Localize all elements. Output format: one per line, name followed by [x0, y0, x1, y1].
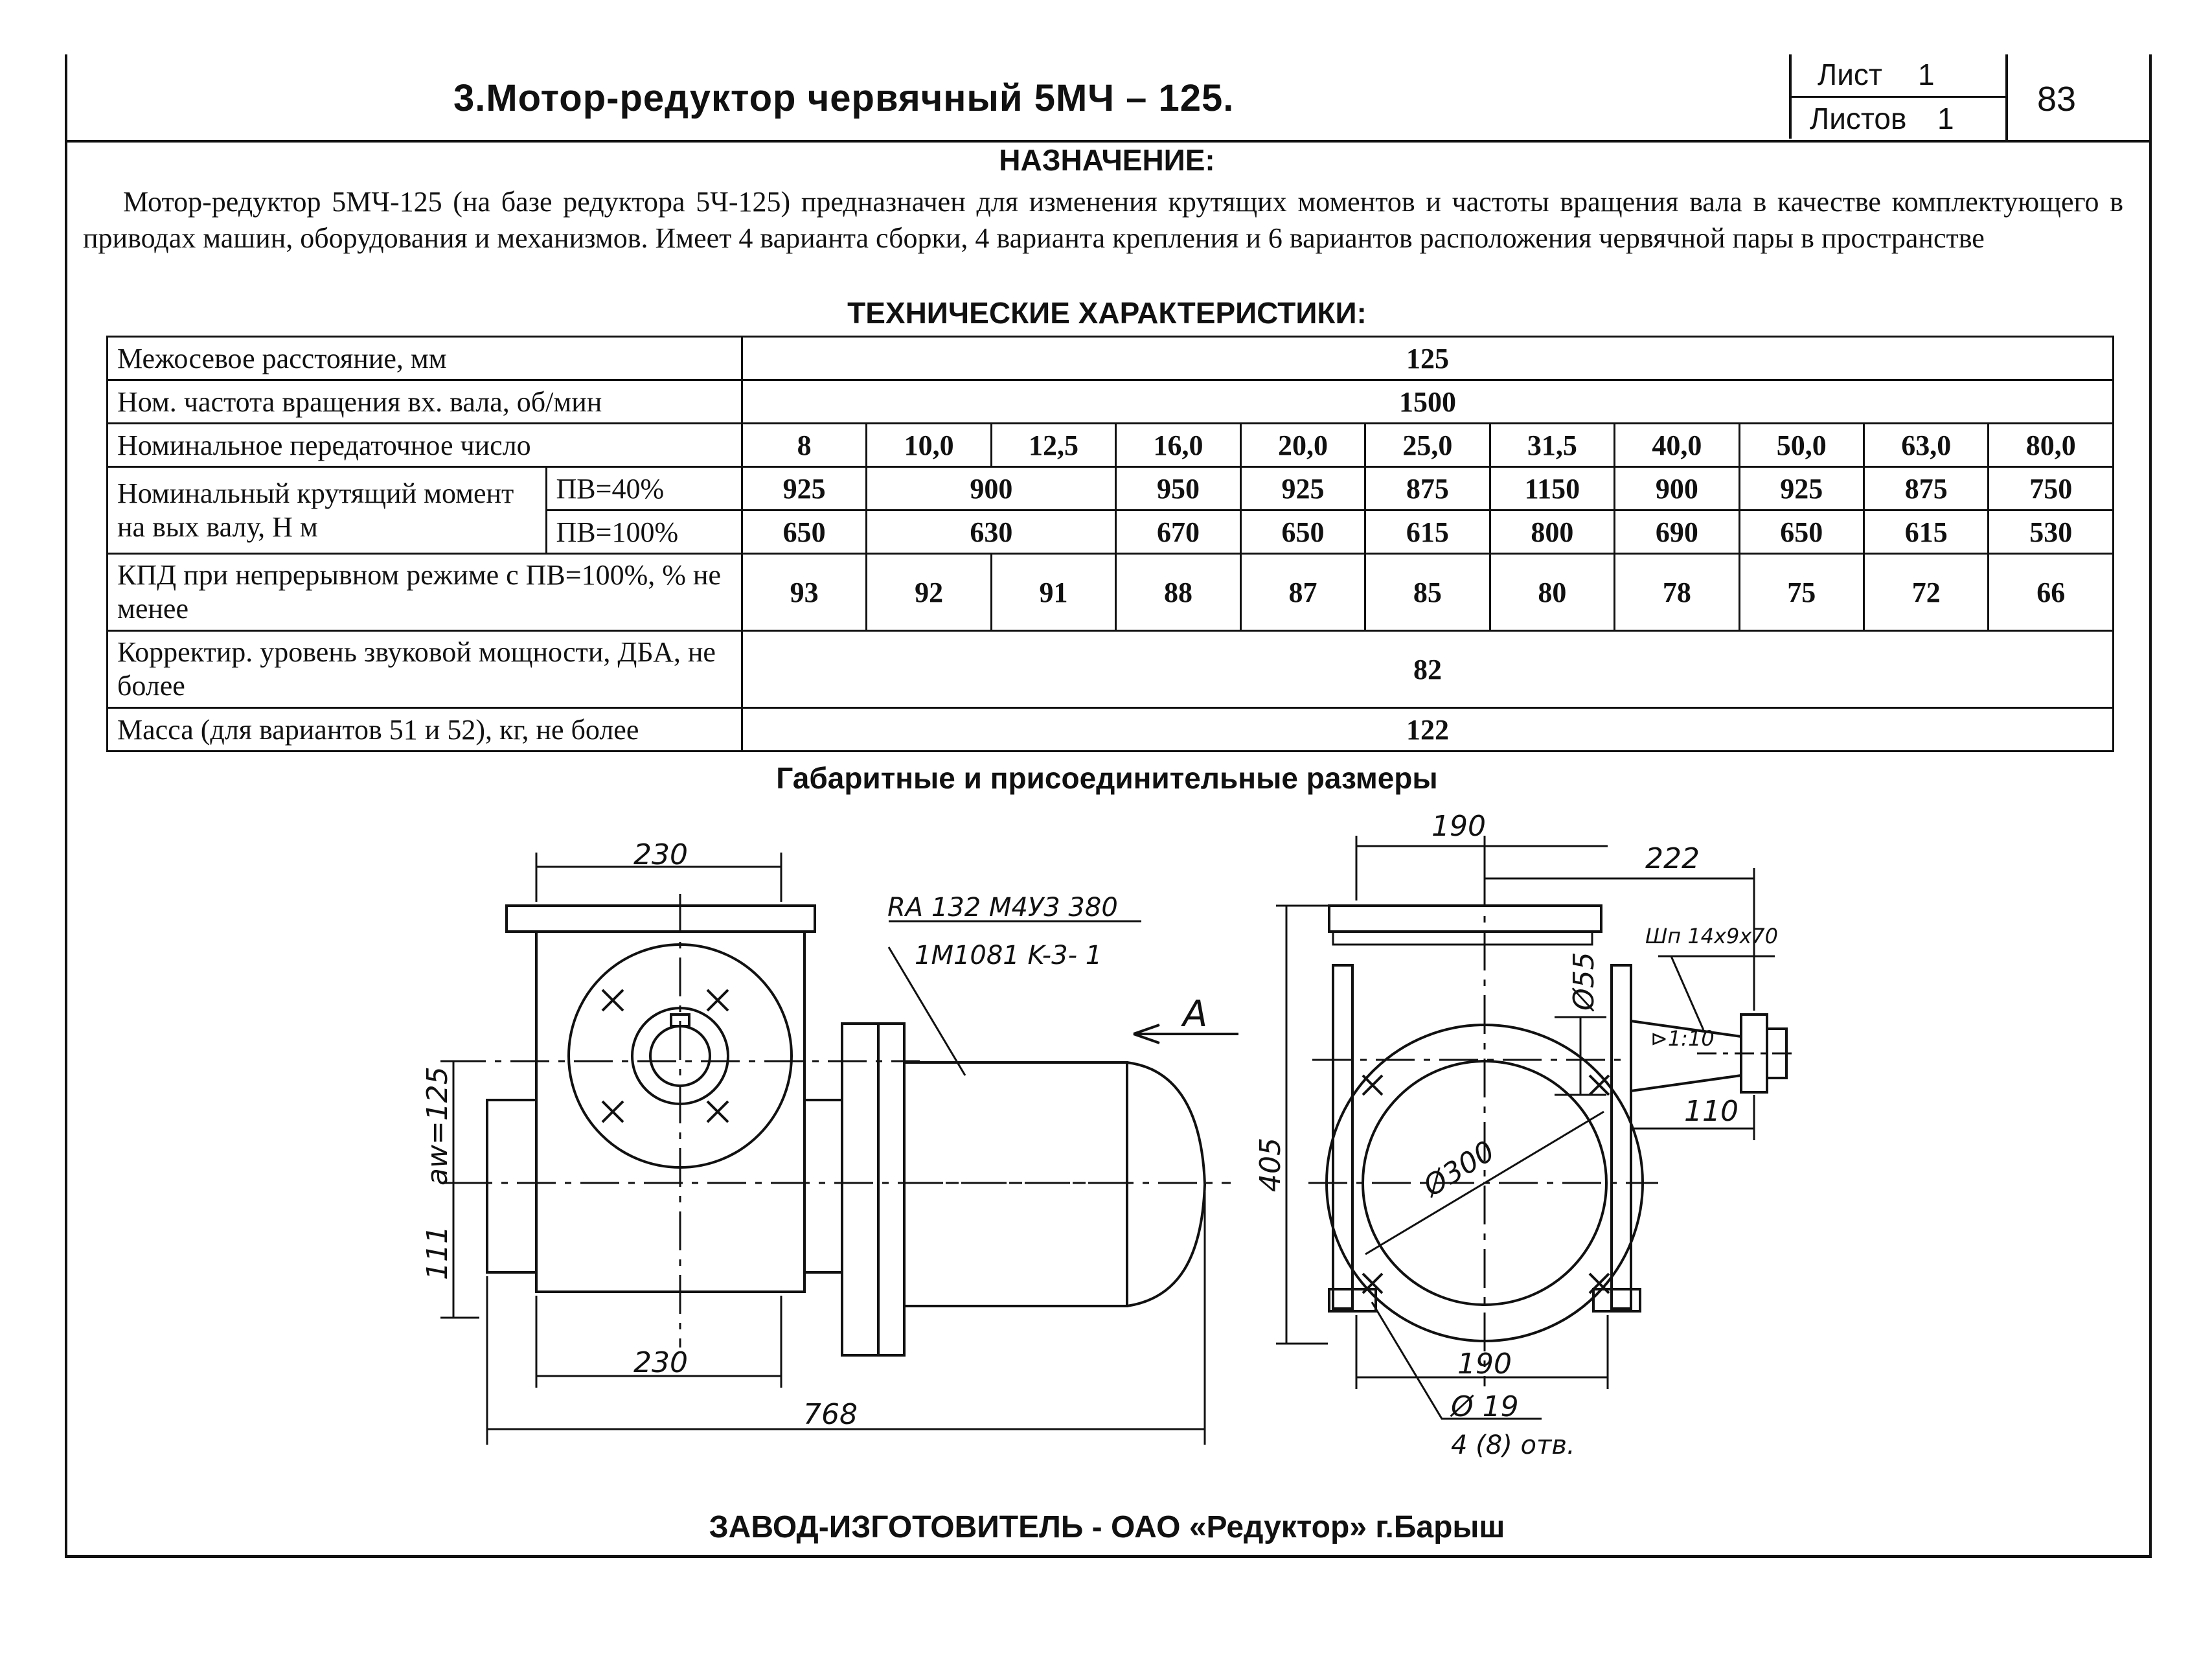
ratio-cell: 10,0	[867, 424, 991, 467]
gearbox-housing	[536, 932, 804, 1292]
dim-110: 110	[1684, 1095, 1739, 1128]
purpose-heading: НАЗНАЧЕНИЕ:	[999, 143, 1215, 177]
side-left-rail	[1333, 965, 1352, 1309]
side-housing-top	[1333, 932, 1592, 945]
torque-pv40-cell: 750	[1989, 467, 2114, 510]
efficiency-cell: 92	[867, 554, 991, 631]
torque-pv100-cell: 615	[1864, 510, 1989, 554]
side-bolt-marks	[1363, 1075, 1609, 1293]
torque-pv40-label: ПВ=40%	[546, 467, 742, 510]
document-title: 3.Мотор-редуктор червячный 5МЧ – 125.	[453, 77, 1235, 119]
dim-shaft-key: Шп 14x9x70	[1645, 924, 1778, 948]
front-view	[440, 853, 1238, 1445]
noise-label: Корректир. уровень звуковой мощности, ДБА, не более	[108, 631, 742, 708]
torque-pv40-cell: 875	[1365, 467, 1490, 510]
drawing-heading: Габаритные и присоединительные размеры	[776, 761, 1438, 795]
torque-pv40-cell: 900	[867, 467, 1116, 510]
dim-line-405	[1276, 906, 1328, 1344]
ratio-cell: 63,0	[1864, 424, 1989, 467]
torque-pv40-cell: 875	[1864, 467, 1989, 510]
specs-heading: ТЕХНИЧЕСКИЕ ХАРАКТЕРИСТИКИ:	[847, 296, 1367, 330]
adapter-ring	[878, 1024, 904, 1355]
view-label: А	[1183, 993, 1208, 1035]
adapter-flange	[842, 1024, 878, 1355]
efficiency-cell: 85	[1365, 554, 1490, 631]
ratio-cell: 20,0	[1240, 424, 1365, 467]
efficiency-label: КПД при непрерывном режиме с ПВ=100%, % не менее	[108, 554, 742, 631]
key-leader	[1658, 956, 1775, 1030]
sheet-value: 1	[1918, 58, 1935, 91]
dim-taper: ⊳1:10	[1650, 1026, 1715, 1051]
manufacturer: ЗАВОД-ИЗГОТОВИТЕЛЬ - ОАО «Редуктор» г.Барыш	[709, 1510, 1505, 1544]
center-distance-label: Межосевое расстояние, мм	[108, 337, 742, 380]
torque-pv100-cell: 690	[1615, 510, 1739, 554]
torque-pv100-cell: 650	[1739, 510, 1864, 554]
mass-label: Масса (для вариантов 51 и 52), кг, не более	[108, 708, 742, 751]
dim-190-bottom: 190	[1457, 1348, 1512, 1381]
torque-pv100-cell: 650	[742, 510, 866, 554]
torque-pv100-cell: 630	[867, 510, 1116, 554]
ratio-cell: 40,0	[1615, 424, 1739, 467]
ratio-cell: 50,0	[1739, 424, 1864, 467]
motor-label-line2: 1M1081 K-3- 1	[915, 941, 1102, 970]
motor-body	[904, 1062, 1127, 1306]
dim-shaft-dia: Ø55	[1568, 952, 1601, 1011]
efficiency-cell: 72	[1864, 554, 1989, 631]
ratio-cell: 16,0	[1116, 424, 1240, 467]
motor-end-cap	[1127, 1062, 1205, 1306]
ratio-cell: 80,0	[1989, 424, 2114, 467]
torque-pv100-cell: 670	[1116, 510, 1240, 554]
center-lines	[447, 894, 1231, 1348]
ratio-cell: 8	[742, 424, 866, 467]
torque-label: Номинальный крутящий момент на вых валу, Н м	[108, 467, 547, 554]
motor-label-line1: RA 132 M4У3 380	[887, 893, 1118, 923]
torque-pv40-cell: 950	[1116, 467, 1240, 510]
dim-222: 222	[1645, 842, 1700, 875]
input-speed-label: Ном. частота вращения вх. вала, об/мин	[108, 380, 742, 424]
right-flange	[804, 1100, 842, 1272]
efficiency-cell: 93	[742, 554, 866, 631]
dim-190-top: 190	[1431, 810, 1486, 843]
side-center-lines	[1308, 868, 1658, 1386]
ratio-cell: 25,0	[1365, 424, 1490, 467]
ratio-cell: 31,5	[1490, 424, 1615, 467]
sheet-label: Лист	[1818, 58, 1882, 91]
ratio-label: Номинальное передаточное число	[108, 424, 742, 467]
efficiency-cell: 78	[1615, 554, 1739, 631]
efficiency-cell: 87	[1240, 554, 1365, 631]
torque-pv40-cell: 900	[1615, 467, 1739, 510]
dim-hole-dia: Ø 19	[1451, 1390, 1519, 1423]
sheets-label: Листов	[1810, 102, 1907, 135]
dim-111: 111	[421, 1226, 454, 1280]
noise-value: 82	[742, 631, 2113, 708]
dim-aw-125: aw=125	[421, 1066, 454, 1186]
efficiency-cell: 75	[1739, 554, 1864, 631]
efficiency-cell: 91	[991, 554, 1115, 631]
torque-pv40-cell: 1150	[1490, 467, 1615, 510]
torque-pv40-cell: 925	[1739, 467, 1864, 510]
purpose-text: Мотор-редуктор 5МЧ-125 (на базе редуктора 5Ч-125) предназначен для изменения крутящих моментов и частоты вращения вала в качестве комплектующего в приводах машин, оборудования и механизмов. Имеет 4 варианта сборки, 4 варианта крепления и 6 вариантов расположения червячной пары в пространстве	[83, 186, 2123, 254]
torque-pv100-cell: 800	[1490, 510, 1615, 554]
torque-pv100-cell: 650	[1240, 510, 1365, 554]
dim-768: 768	[803, 1398, 858, 1431]
torque-pv100-cell: 530	[1989, 510, 2114, 554]
side-top-foot	[1329, 906, 1601, 932]
mass-value: 122	[742, 708, 2113, 751]
left-flange	[487, 1100, 536, 1272]
dim-holes-count: 4 (8) отв.	[1451, 1430, 1575, 1460]
torque-pv100-cell: 615	[1365, 510, 1490, 554]
dim-230-top: 230	[633, 838, 688, 871]
efficiency-cell: 80	[1490, 554, 1615, 631]
efficiency-cell: 88	[1116, 554, 1240, 631]
dim-line-190-top	[1356, 836, 1608, 900]
efficiency-cell: 66	[1989, 554, 2114, 631]
dim-230-bottom: 230	[633, 1346, 688, 1379]
side-right-rail	[1612, 965, 1631, 1309]
torque-pv40-cell: 925	[742, 467, 866, 510]
dim-flange-dia: Ø300	[1417, 1134, 1501, 1204]
sheets-value: 1	[1937, 102, 1954, 135]
torque-pv100-label: ПВ=100%	[546, 510, 742, 554]
page-number: 83	[2037, 80, 2077, 119]
dim-405: 405	[1254, 1138, 1287, 1192]
torque-pv40-cell: 925	[1240, 467, 1365, 510]
center-distance-value: 125	[742, 337, 2113, 380]
ratio-cell: 12,5	[991, 424, 1115, 467]
input-speed-value: 1500	[742, 380, 2113, 424]
top-foot	[507, 906, 815, 932]
